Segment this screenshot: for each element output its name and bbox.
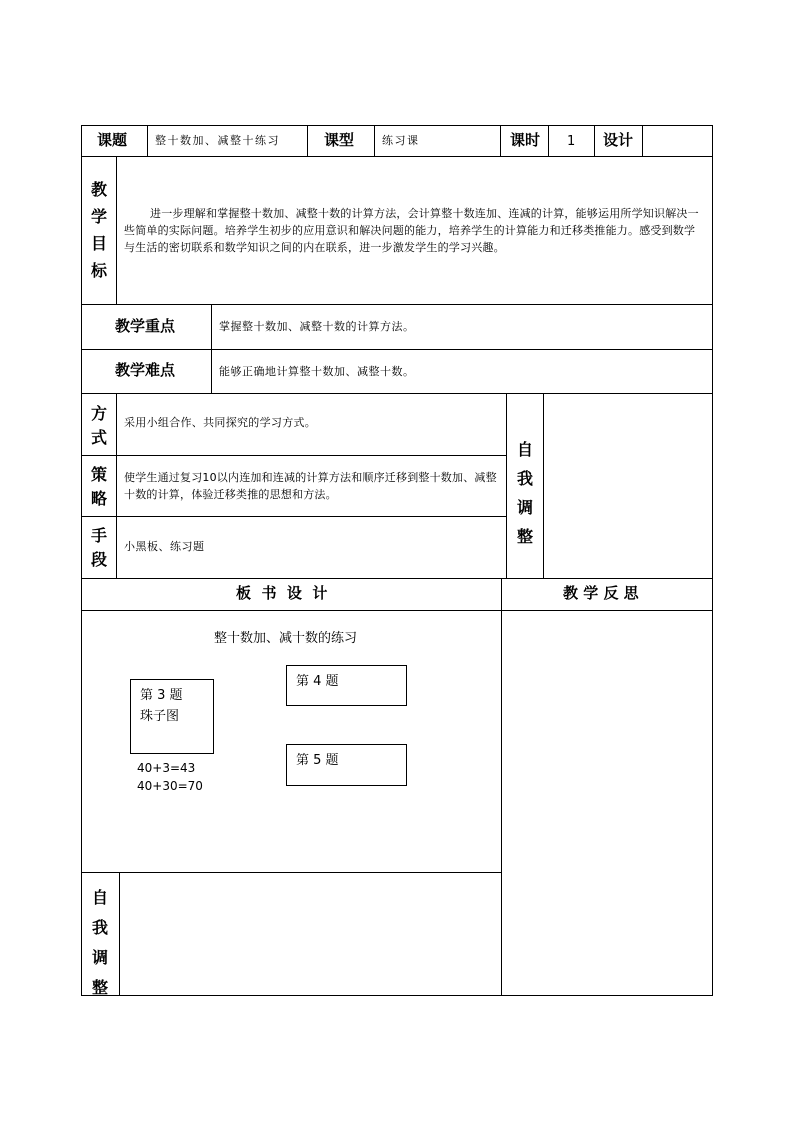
board-bottom-divider (81, 872, 502, 873)
board-reflection-divider (501, 578, 502, 996)
method-row-divider (81, 516, 507, 517)
method-col-divider (543, 393, 544, 578)
board-heading: 整十数加、减十数的练习 (214, 631, 358, 646)
box3-line2: 珠子图 (140, 709, 180, 724)
topic-value: 整十数加、减整十练习 (155, 134, 280, 147)
header-col-divider (374, 125, 375, 156)
bottom-self-adjust-label: 自 我 调 整 (91, 888, 108, 997)
table-bottom-border (81, 995, 713, 996)
method-self-adjust-label: 自 我 调 整 (516, 440, 533, 546)
header-col-divider (307, 125, 308, 156)
keypoint-text: 掌握整十数加、减整十数的计算方法。 (219, 320, 415, 333)
table-top-border (81, 125, 713, 126)
method-shou-text: 小黑板、练习题 (124, 540, 205, 553)
goals-label: 教 学 目 标 (90, 180, 107, 280)
header-col-divider (147, 125, 148, 156)
goals-col-divider (116, 156, 117, 304)
box3-line1: 第 3 题 (140, 688, 183, 703)
method-ce-label: 策 略 (90, 465, 107, 508)
board-box-4 (286, 665, 407, 706)
method-shou-label: 手 段 (90, 526, 107, 569)
board-header-divider (81, 610, 713, 611)
header-col-divider (594, 125, 595, 156)
design-label: 设计 (603, 131, 634, 149)
equation-1: 40+3=43 (137, 761, 196, 775)
reflection-label: 教 学 反 思 (563, 584, 639, 602)
equation-2: 40+30=70 (137, 779, 203, 793)
goals-text: 进一步理解和掌握整十数加、减整十数的计算方法，会计算整十数连加、连减的计算，能够运用所学知识解决一些简单的实际问题。培养学生初步的应用意识和解决问题的能力，培养学生的计算能力和迁移类推能力。感受到数学与生活的密切联系和数学知识之间的内在联系，进一步激发学生的学习兴趣。 (124, 207, 699, 254)
difficulty-label: 教学难点 (115, 361, 176, 379)
bottom-self-col-divider (119, 872, 120, 996)
board-box-3 (130, 679, 214, 754)
difficulty-text: 能够正确地计算整十数加、减整十数。 (219, 365, 415, 378)
method-col-divider (506, 393, 507, 578)
header-col-divider (548, 125, 549, 156)
goals-row-divider (81, 304, 713, 305)
method-row-divider (81, 455, 507, 456)
header-row-divider (81, 156, 713, 157)
table-right-border (712, 125, 713, 996)
type-value: 练习课 (382, 134, 420, 147)
method-bottom-divider (81, 578, 713, 579)
keypoint-col-divider (211, 304, 212, 349)
method-ce-text: 使学生通过复习10以内连加和连减的计算方法和顺序迁移到整十数加、减整十数的计算，体验迁移类推的思想和方法。 (124, 471, 497, 501)
topic-label: 课题 (97, 131, 128, 149)
board-design-label: 板 书 设 计 (236, 584, 328, 602)
box4-label: 第 4 题 (296, 674, 339, 689)
keypoint-row-divider (81, 349, 713, 350)
method-fang-text: 采用小组合作、共同探究的学习方式。 (124, 416, 317, 429)
hours-value: 1 (567, 134, 576, 149)
header-col-divider (642, 125, 643, 156)
method-col-divider (116, 393, 117, 578)
difficulty-col-divider (211, 349, 212, 393)
type-label: 课型 (324, 131, 355, 149)
method-fang-label: 方 式 (90, 404, 107, 447)
hours-label: 课时 (510, 131, 541, 149)
table-left-border (81, 125, 82, 996)
difficulty-row-divider (81, 393, 713, 394)
box5-label: 第 5 题 (296, 753, 339, 768)
header-col-divider (500, 125, 501, 156)
keypoint-label: 教学重点 (115, 317, 176, 335)
board-box-5 (286, 744, 407, 786)
